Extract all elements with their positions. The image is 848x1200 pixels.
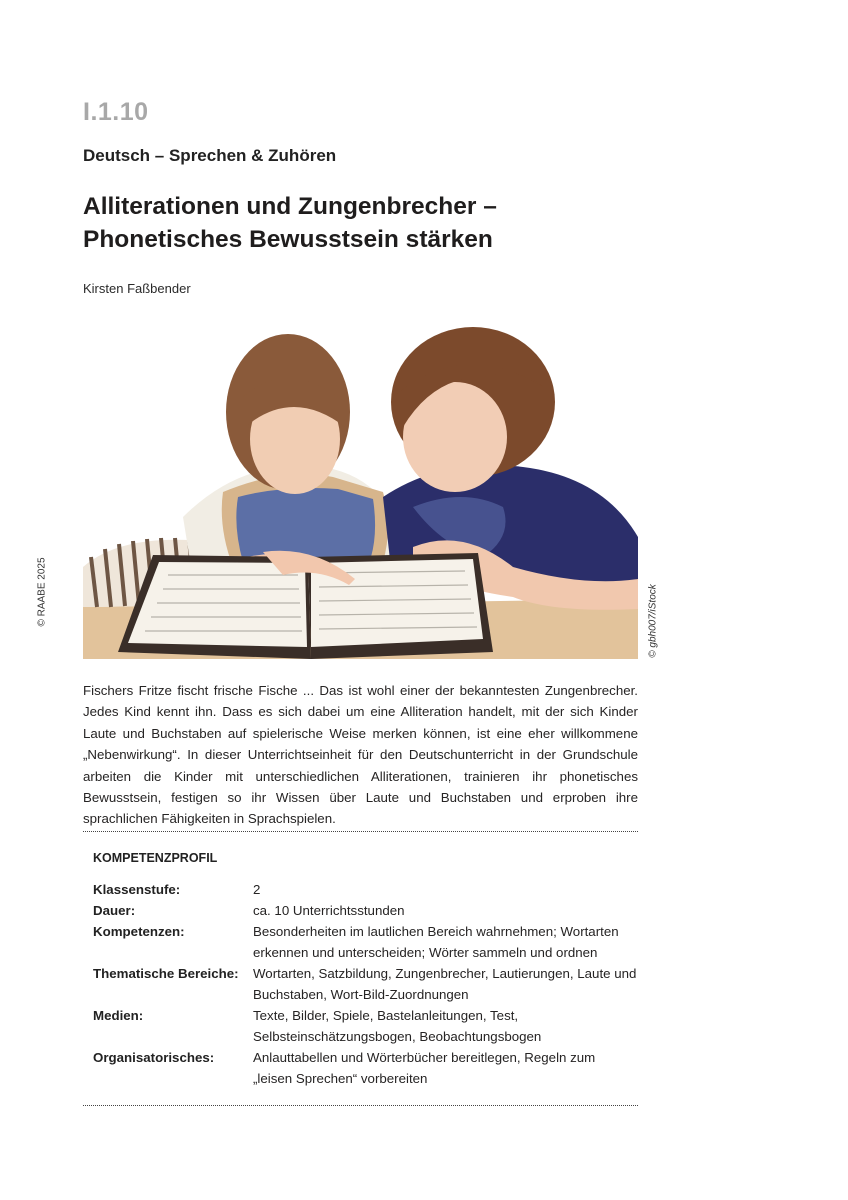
title-line-1: Alliterationen und Zungenbrecher – [83,193,497,220]
subject-heading: Deutsch – Sprechen & Zuhören [83,146,337,165]
row-label: Kompetenzen: [93,924,185,939]
table-row [93,1047,638,1089]
row-value: ca. 10 Unterrichtsstunden [253,903,405,918]
divider-bottom [83,1105,638,1106]
cover-photo [83,317,638,659]
row-value: Texte, Bilder, Spiele, Bastelanleitungen, Test, Selbsteinschätzungsbogen, Beobachtungsbogen [253,1008,542,1044]
divider-top [83,831,638,832]
row-label: Medien: [93,1008,144,1023]
row-value: Wortarten, Satzbildung, Zungenbrecher, Lautierungen, Laute und Buchstaben, Wort-Bild-Zuordnungen [253,966,637,1002]
intro-paragraph: Fischers Fritze fischt frische Fische ... Das ist wohl einer der bekanntesten Zungenbrecher. Jedes Kind kennt ihn. Dass es sich dabei um eine Alliteration handelt, mit der sich Kinder Laute und Buchstaben auf spielerische Weise merken können, ist eine eher willkommene „Nebenwirkung“. In dieser Unterrichtseinheit für den Deutschunterricht in der Grundschule arbeiten die Kinder mit unterschiedlichen Alliterationen, trainieren ihr phonetisches Bewusstsein, festigen so ihr Wissen über Laute und Buchstaben und erproben ihre sprachlichen Fähigkeiten in Sprachspielen. [83,683,638,827]
table-row [93,879,638,900]
copyright-text: © RAABE 2025 [36,557,48,627]
row-label: Thematische Bereiche: [93,966,239,981]
author: Kirsten Faßbender [83,281,191,296]
row-label: Dauer: [93,903,136,918]
row-value: Anlauttabellen und Wörterbücher bereitlegen, Regeln zum „leisen Sprechen“ vorbereiten [253,1050,596,1086]
document-title [83,190,643,256]
table-row [93,900,638,921]
table-row [93,1005,638,1047]
kompetenzprofil-table [93,879,638,1089]
row-value: 2 [253,882,261,897]
copyright-notice [35,552,49,632]
table-row [93,963,638,1005]
page-number: I.1.10 [83,98,149,126]
row-label: Klassenstufe: [93,882,181,897]
photo-credit-text: © gbh007/iStock [647,584,659,658]
row-value: Besonderheiten im lautlichen Bereich wahrnehmen; Wortarten erkennen und unterscheiden; Wörter sammeln und ordnen [253,924,619,960]
kompetenzprofil-heading: KOMPETENZPROFIL [93,851,218,865]
title-line-2: Phonetisches Bewusstsein stärken [83,226,493,253]
row-label: Organisatorisches: [93,1050,215,1065]
photo-credit [646,578,660,664]
table-row [93,921,638,963]
